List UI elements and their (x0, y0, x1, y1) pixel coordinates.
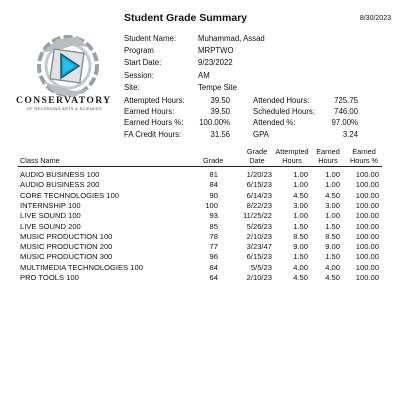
attempted-hours-value: 39.50 (210, 96, 230, 105)
col-grade: Grade (203, 156, 224, 165)
grade-date-cell: 3/23/47 (246, 242, 272, 252)
attempted-hours-cell: 1.50 (293, 221, 308, 231)
grade-date-cell: 5/26/23 (246, 221, 272, 231)
table-row (0, 191, 400, 201)
grade-date-cell: 11/25/22 (243, 211, 272, 221)
table-row (0, 263, 400, 273)
start-date-value: 9/23/2022 (198, 58, 233, 67)
attended-hours-value: 725.75 (334, 96, 358, 105)
attended-pct-value: 97.00% (331, 118, 358, 127)
earned-hours-cell: 4.50 (325, 190, 340, 200)
class-name-cell: MUSIC PRODUCTION 200 (20, 242, 113, 252)
earned-pct-cell: 100.00 (355, 180, 379, 190)
program-label: Program (124, 46, 154, 55)
earned-pct-cell: 100.00 (355, 200, 379, 210)
earned-pct-label: Earned Hours %: (124, 118, 184, 127)
class-name-cell: INTERNSHIP 100 (20, 200, 81, 210)
class-name-cell: MUSIC PRODUCTION 300 (20, 252, 113, 262)
earned-hours-cell: 9.00 (325, 242, 340, 252)
grade-cell: 81 (209, 170, 218, 179)
grade-cell: 100 (205, 200, 218, 210)
attempted-hours-cell: 1.00 (293, 211, 308, 221)
grade-date-cell: 5/5/23 (250, 262, 272, 272)
earned-hours-cell: 8.50 (325, 231, 340, 241)
table-row (0, 201, 400, 211)
table-row (0, 211, 400, 221)
student-name-value: Muhammad, Assad (198, 34, 265, 43)
class-name-cell: MUSIC PRODUCTION 100 (20, 231, 113, 241)
session-label: Session: (124, 71, 154, 80)
header-divider (18, 166, 382, 167)
table-row (0, 273, 400, 283)
earned-hours-cell: 1.00 (325, 170, 340, 179)
table-row (0, 170, 400, 180)
col-grade-date: Grade Date (246, 147, 268, 165)
earned-pct-cell: 100.00 (355, 190, 379, 200)
attempted-hours-label: Attempted Hours: (124, 96, 185, 105)
earned-pct-cell: 100.00 (355, 242, 379, 252)
start-date-label: Start Date: (124, 58, 162, 67)
class-name-cell: LIVE SOUND 200 (20, 221, 81, 231)
report-date: 8/30/2023 (359, 15, 391, 22)
earned-hours-cell: 4.50 (325, 273, 340, 282)
attempted-hours-cell: 4.50 (293, 190, 308, 200)
earned-hours-cell: 1.50 (325, 252, 340, 262)
table-row (0, 222, 400, 232)
logo-tagline: OF RECORDING ARTS & SCIENCES (27, 107, 103, 111)
grade-cell: 77 (209, 242, 218, 252)
grade-date-cell: 6/14/23 (246, 190, 272, 200)
fa-credit-value: 31.56 (210, 130, 230, 139)
earned-pct-cell: 100.00 (355, 231, 379, 241)
grade-date-cell: 2/10/23 (246, 273, 272, 282)
attended-pct-label: Attended %: (253, 118, 296, 127)
earned-pct-cell: 100.00 (355, 262, 379, 272)
earned-hours-cell: 3.00 (325, 200, 340, 210)
site-label: Site: (124, 83, 140, 92)
grade-cell: 78 (209, 231, 218, 241)
attempted-hours-cell: 8.50 (293, 231, 308, 241)
earned-pct-cell: 100.00 (355, 221, 379, 231)
class-name-cell: CORE TECHNOLOGIES 100 (20, 190, 120, 200)
class-name-cell: PRO TOOLS 100 (20, 273, 79, 282)
earned-hours-cell: 1.00 (325, 180, 340, 190)
site-value: Tempe Site (198, 83, 238, 92)
attempted-hours-cell: 1.50 (293, 252, 308, 262)
class-name-cell: MULTIMEDIA TECHNOLOGIES 100 (20, 262, 143, 272)
earned-pct-cell: 100.00 (355, 211, 379, 221)
earned-pct-value: 100.00% (199, 118, 230, 127)
table-row (0, 180, 400, 190)
grade-cell: 64 (209, 273, 218, 282)
earned-hours-value: 39.50 (210, 107, 230, 116)
attempted-hours-cell: 4.50 (293, 273, 308, 282)
attempted-hours-cell: 1.00 (293, 170, 308, 179)
earned-pct-cell: 100.00 (355, 170, 379, 179)
class-name-cell: AUDIO BUSINESS 200 (20, 180, 100, 190)
attempted-hours-cell: 9.00 (293, 242, 308, 252)
grade-cell: 96 (209, 252, 218, 262)
fa-credit-label: FA Credit Hours: (124, 130, 182, 139)
program-value: MRPTWO (198, 46, 234, 55)
grade-date-cell: 6/15/23 (246, 180, 272, 190)
attempted-hours-cell: 4.00 (293, 262, 308, 272)
col-class-name: Class Name (20, 156, 60, 165)
col-earned-pct: Earned Hours % (350, 147, 378, 165)
col-earned-hours: Earned Hours (316, 147, 340, 165)
report-title: Student Grade Summary (124, 12, 248, 24)
scheduled-hours-value: 746.00 (334, 107, 358, 116)
grade-cell: 90 (209, 190, 218, 200)
grade-cell: 84 (209, 180, 218, 190)
session-value: AM (198, 71, 210, 80)
grade-cell: 84 (209, 262, 218, 272)
attended-hours-label: Attended Hours: (253, 96, 310, 105)
gpa-value: 3.24 (342, 130, 358, 139)
table-row (0, 242, 400, 252)
earned-hours-cell: 1.00 (325, 211, 340, 221)
attempted-hours-cell: 1.00 (293, 180, 308, 190)
col-attempted-hours: Attempted Hours (275, 147, 309, 165)
student-name-label: Student Name: (124, 34, 177, 43)
table-row (0, 252, 400, 262)
earned-pct-cell: 100.00 (355, 252, 379, 262)
earned-hours-label: Earned Hours: (124, 107, 175, 116)
grade-date-cell: 6/15/23 (246, 252, 272, 262)
table-row (0, 232, 400, 242)
class-name-cell: LIVE SOUND 100 (20, 211, 81, 221)
grade-date-cell: 8/22/23 (246, 200, 272, 210)
grade-cell: 93 (209, 211, 218, 221)
earned-hours-cell: 4.00 (325, 262, 340, 272)
earned-pct-cell: 100.00 (355, 273, 379, 282)
grade-date-cell: 1/20/23 (246, 170, 272, 179)
scheduled-hours-label: Scheduled Hours: (253, 107, 315, 116)
logo-name: CONSERVATORY (16, 95, 112, 106)
attempted-hours-cell: 3.00 (293, 200, 308, 210)
gpa-label: GPA (253, 130, 269, 139)
grade-date-cell: 2/10/23 (246, 231, 272, 241)
grade-cell: 85 (209, 221, 218, 231)
earned-hours-cell: 1.50 (325, 221, 340, 231)
class-name-cell: AUDIO BUSINESS 100 (20, 170, 100, 179)
